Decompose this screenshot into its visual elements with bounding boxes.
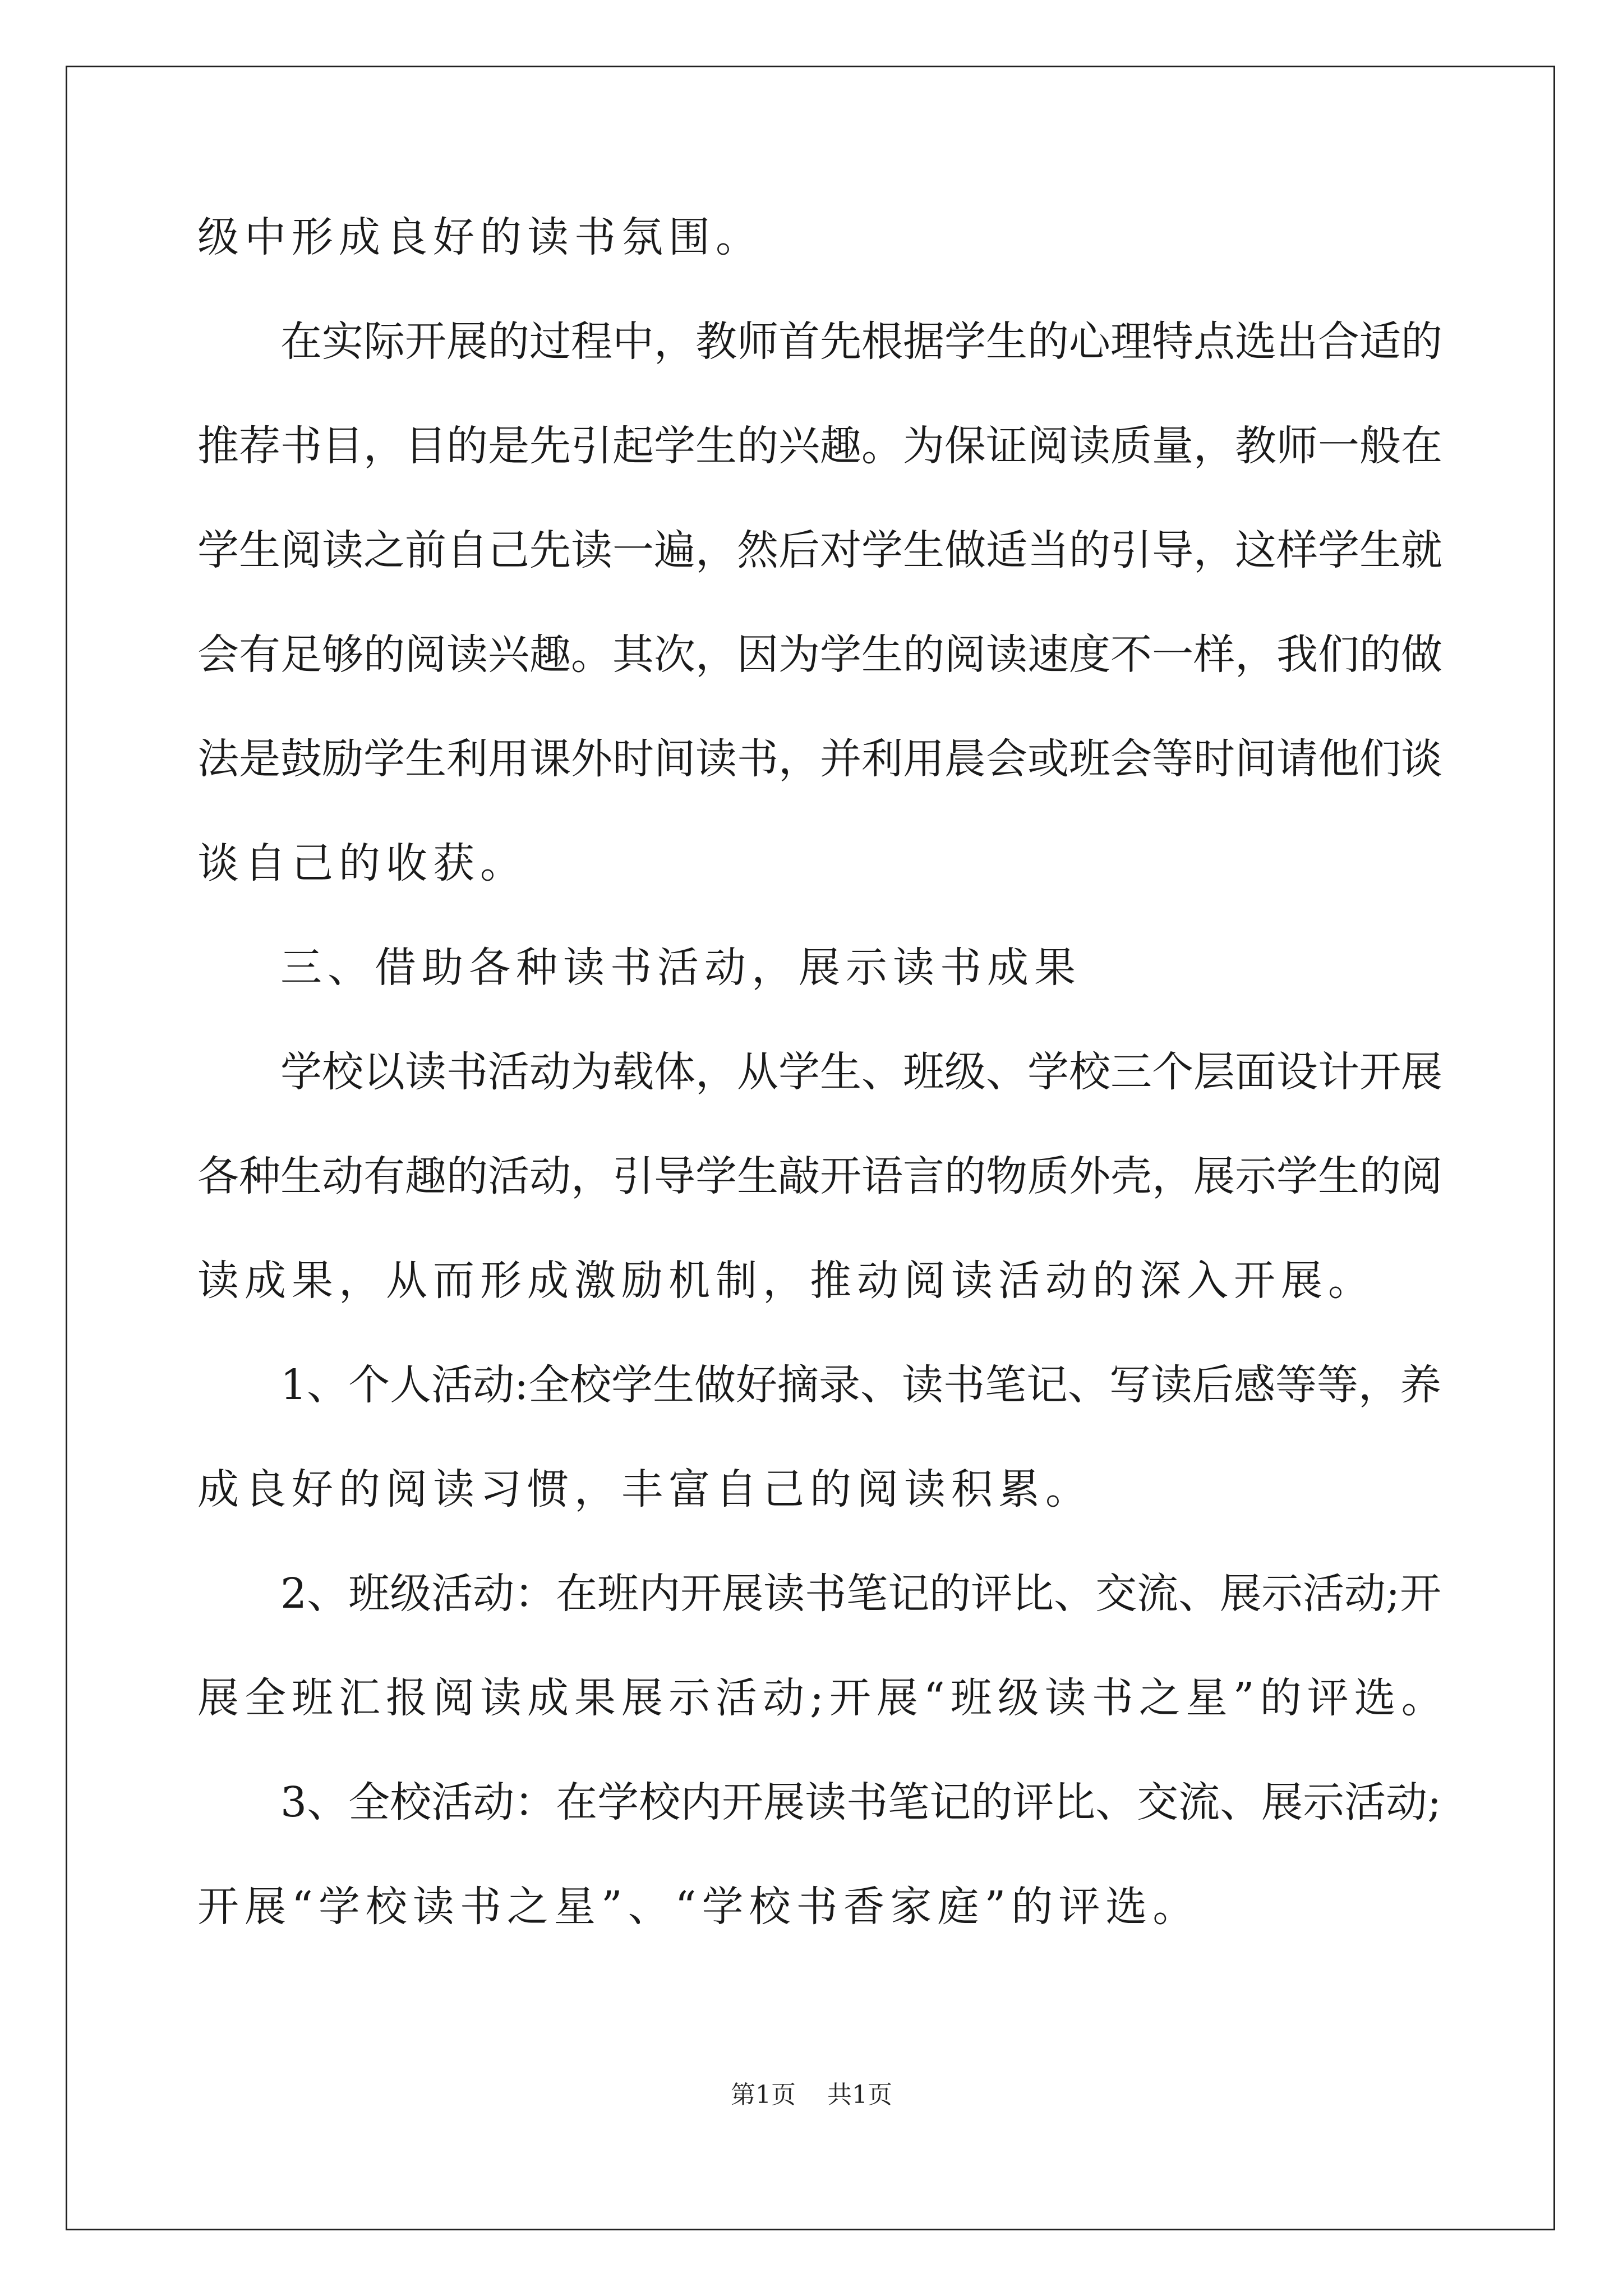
paragraph-line: 级中形成良好的读书氛围。 xyxy=(197,213,763,261)
paragraph-line: 读成果，从而形成激励机制，推动阅读活动的深入开展。 xyxy=(197,1257,1375,1305)
page-number: 第1页 xyxy=(731,2081,796,2109)
paragraph-line: 开展“学校读书之星”、“学校书香家庭”的评选。 xyxy=(197,1883,1200,1931)
paragraph-line: 3、全校活动：在学校内开展读书笔记的评比、交流、展示活动; xyxy=(280,1778,1442,1826)
paragraph-line: 会有足够的阅读兴趣。其次，因为学生的阅读速度不一样，我们的做 xyxy=(197,631,1442,679)
page-footer xyxy=(0,2078,1623,2112)
paragraph-line: 法是鼓励学生利用课外时间读书，并利用晨会或班会等时间请他们谈 xyxy=(197,735,1442,783)
section-heading: 三、借助各种读书活动，展示读书成果 xyxy=(280,944,1081,992)
paragraph-line: 2、班级活动：在班内开展读书笔记的评比、交流、展示活动;开 xyxy=(280,1570,1442,1618)
paragraph-line: 推荐书目，目的是先引起学生的兴趣。为保证阅读质量，教师一般在 xyxy=(197,422,1442,470)
paragraph-line: 展全班汇报阅读成果展示活动;开展“班级读书之星”的评选。 xyxy=(197,1674,1449,1722)
paragraph-line: 在实际开展的过程中，教师首先根据学生的心理特点选出合适的 xyxy=(280,318,1442,366)
paragraph-line: 1、个人活动:全校学生做好摘录、读书笔记、写读后感等等，养 xyxy=(280,1361,1442,1409)
paragraph-line: 学生阅读之前自己先读一遍，然后对学生做适当的引导，这样学生就 xyxy=(197,526,1442,574)
paragraph-line: 各种生动有趣的活动，引导学生敲开语言的物质外壳，展示学生的阅 xyxy=(197,1152,1442,1200)
paragraph-line: 谈自己的收获。 xyxy=(197,839,527,887)
page-total: 共1页 xyxy=(827,2081,892,2109)
paragraph-line: 成良好的阅读习惯，丰富自己的阅读积累。 xyxy=(197,1465,1092,1513)
paragraph-line: 学校以读书活动为载体，从学生、班级、学校三个层面设计开展 xyxy=(280,1048,1442,1096)
